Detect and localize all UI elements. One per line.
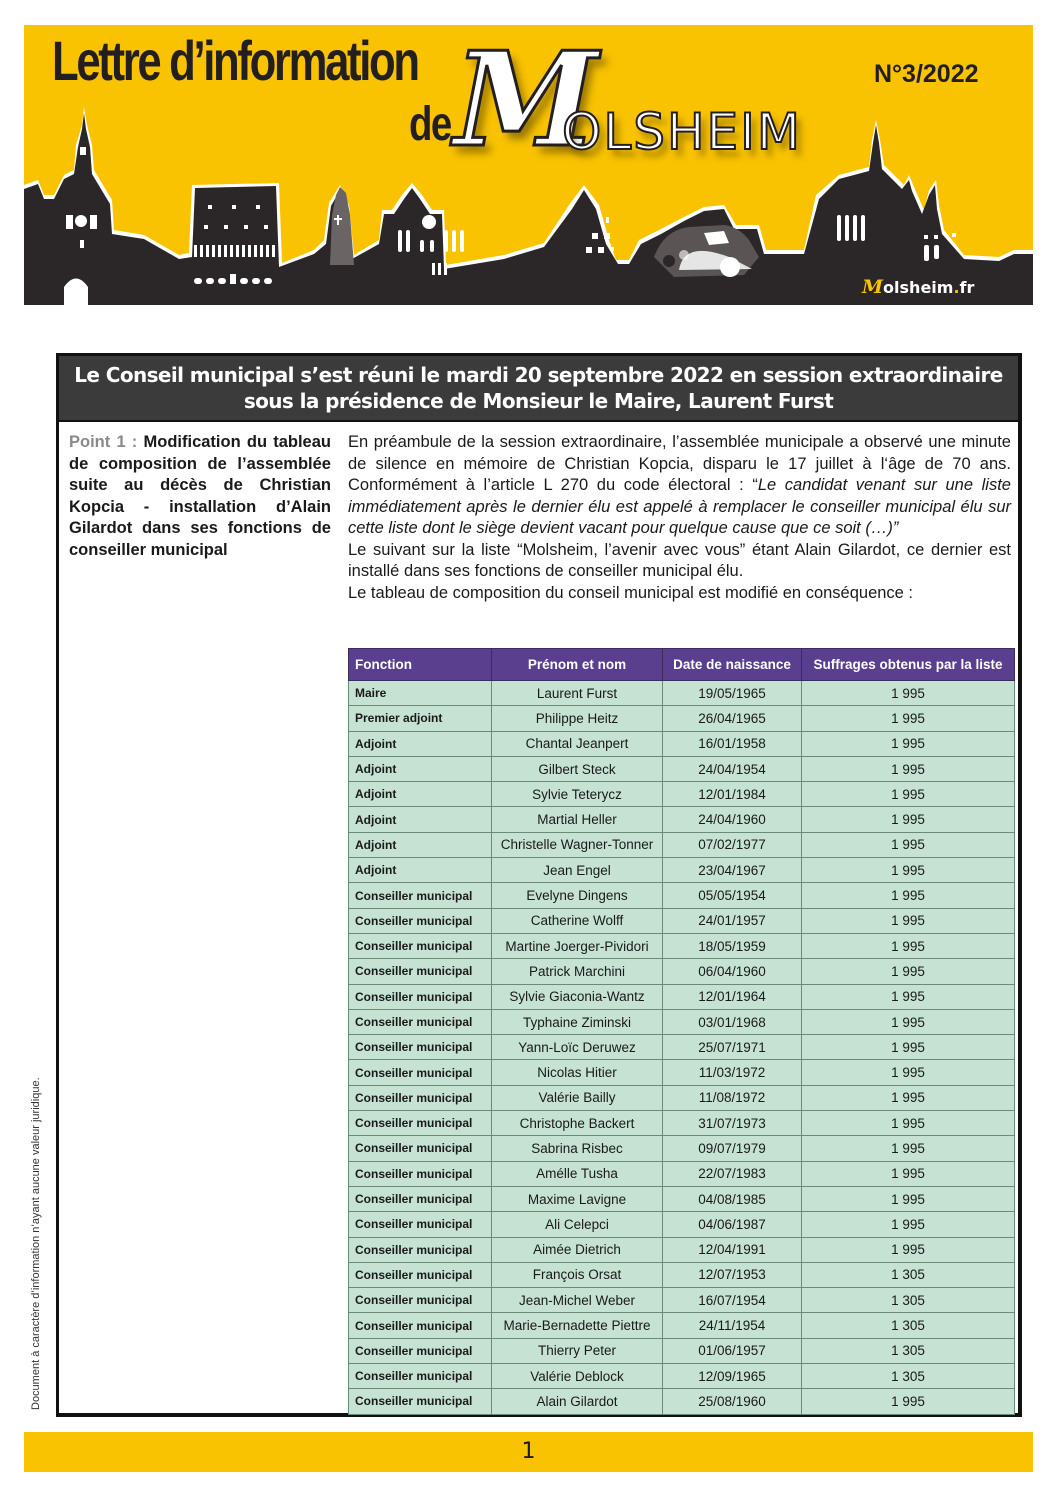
table-row bbox=[349, 1288, 1015, 1313]
headline-line-2: sous la présidence de Monsieur le Maire, Laurent Furst bbox=[243, 389, 834, 413]
paragraph-successor: Le suivant sur la liste “Molsheim, l’avenir avec vous” étant Alain Gilardot, ce dernier est installé dans ses fonctions de conseiller municipal élu. bbox=[348, 540, 1011, 580]
cell-votes: 1 995 bbox=[802, 782, 1015, 807]
cell-birthdate: 11/08/1972 bbox=[663, 1085, 802, 1110]
table-row bbox=[349, 1161, 1015, 1186]
website-logo-dot: . bbox=[953, 278, 960, 297]
cell-votes: 1 995 bbox=[802, 1111, 1015, 1136]
cell-function: Conseiller municipal bbox=[349, 984, 492, 1009]
cell-birthdate: 23/04/1967 bbox=[663, 858, 802, 883]
cell-name: Catherine Wolff bbox=[492, 908, 663, 933]
cell-function: Conseiller municipal bbox=[349, 1338, 492, 1363]
cell-function: Conseiller municipal bbox=[349, 1161, 492, 1186]
table-header-row bbox=[349, 649, 1015, 681]
cell-name: Laurent Furst bbox=[492, 681, 663, 706]
cell-votes: 1 995 bbox=[802, 858, 1015, 883]
cell-function: Conseiller municipal bbox=[349, 933, 492, 958]
headline-line-1: Le Conseil municipal s’est réuni le mardi 20 septembre 2022 en session extraordinaire bbox=[74, 363, 1003, 387]
cell-function: Conseiller municipal bbox=[349, 1237, 492, 1262]
cell-votes: 1 995 bbox=[802, 908, 1015, 933]
cell-function: Adjoint bbox=[349, 858, 492, 883]
cell-birthdate: 04/06/1987 bbox=[663, 1212, 802, 1237]
cell-name: Christelle Wagner-Tonner bbox=[492, 832, 663, 857]
cell-name: Valérie Bailly bbox=[492, 1085, 663, 1110]
cell-function: Conseiller municipal bbox=[349, 908, 492, 933]
cell-birthdate: 12/07/1953 bbox=[663, 1262, 802, 1287]
cell-votes: 1 995 bbox=[802, 706, 1015, 731]
cell-birthdate: 03/01/1968 bbox=[663, 1009, 802, 1034]
cell-birthdate: 24/04/1960 bbox=[663, 807, 802, 832]
cell-votes: 1 995 bbox=[802, 1389, 1015, 1414]
cell-votes: 1 995 bbox=[802, 1035, 1015, 1060]
table-row bbox=[349, 1009, 1015, 1034]
cell-birthdate: 18/05/1959 bbox=[663, 933, 802, 958]
cell-votes: 1 995 bbox=[802, 883, 1015, 908]
cell-function: Conseiller municipal bbox=[349, 1186, 492, 1211]
table-row bbox=[349, 1389, 1015, 1414]
cell-birthdate: 22/07/1983 bbox=[663, 1161, 802, 1186]
cell-birthdate: 16/07/1954 bbox=[663, 1288, 802, 1313]
table-row bbox=[349, 883, 1015, 908]
table-row bbox=[349, 1136, 1015, 1161]
cell-name: Ali Celepci bbox=[492, 1212, 663, 1237]
table-row bbox=[349, 1186, 1015, 1211]
cell-birthdate: 12/09/1965 bbox=[663, 1364, 802, 1389]
table-row bbox=[349, 1085, 1015, 1110]
table-row bbox=[349, 933, 1015, 958]
column-header-votes: Suffrages obtenus par la liste bbox=[802, 649, 1015, 681]
table-row bbox=[349, 706, 1015, 731]
website-logo-m: M bbox=[862, 276, 884, 298]
cell-votes: 1 995 bbox=[802, 807, 1015, 832]
cell-function: Conseiller municipal bbox=[349, 1035, 492, 1060]
cell-votes: 1 995 bbox=[802, 756, 1015, 781]
cell-function: Conseiller municipal bbox=[349, 1111, 492, 1136]
table-row bbox=[349, 1338, 1015, 1363]
table-row bbox=[349, 1237, 1015, 1262]
paragraph-preamble bbox=[348, 432, 1011, 540]
cell-votes: 1 995 bbox=[802, 933, 1015, 958]
cell-votes: 1 305 bbox=[802, 1338, 1015, 1363]
cell-name: Jean-Michel Weber bbox=[492, 1288, 663, 1313]
cell-birthdate: 04/08/1985 bbox=[663, 1186, 802, 1211]
page-number: 1 bbox=[521, 1439, 536, 1464]
cell-name: Thierry Peter bbox=[492, 1338, 663, 1363]
cell-birthdate: 24/04/1954 bbox=[663, 756, 802, 781]
cell-function: Conseiller municipal bbox=[349, 959, 492, 984]
cell-birthdate: 16/01/1958 bbox=[663, 731, 802, 756]
cell-votes: 1 305 bbox=[802, 1313, 1015, 1338]
cell-birthdate: 24/11/1954 bbox=[663, 1313, 802, 1338]
cell-function: Conseiller municipal bbox=[349, 1060, 492, 1085]
cell-name: Sabrina Risbec bbox=[492, 1136, 663, 1161]
point-description bbox=[348, 432, 1011, 604]
column-header-function: Fonction bbox=[349, 649, 492, 681]
cell-votes: 1 305 bbox=[802, 1364, 1015, 1389]
cell-votes: 1 995 bbox=[802, 1161, 1015, 1186]
cell-name: Evelyne Dingens bbox=[492, 883, 663, 908]
cell-function: Adjoint bbox=[349, 731, 492, 756]
table-row bbox=[349, 832, 1015, 857]
cell-function: Conseiller municipal bbox=[349, 1364, 492, 1389]
cell-function: Conseiller municipal bbox=[349, 1288, 492, 1313]
page-footer bbox=[24, 1432, 1033, 1472]
cell-name: Typhaine Ziminski bbox=[492, 1009, 663, 1034]
cell-birthdate: 11/03/1972 bbox=[663, 1060, 802, 1085]
cell-name: François Orsat bbox=[492, 1262, 663, 1287]
cell-votes: 1 995 bbox=[802, 681, 1015, 706]
table-row bbox=[349, 807, 1015, 832]
cell-votes: 1 995 bbox=[802, 832, 1015, 857]
cell-function: Conseiller municipal bbox=[349, 1136, 492, 1161]
table-row bbox=[349, 782, 1015, 807]
table-row bbox=[349, 1364, 1015, 1389]
cell-birthdate: 01/06/1957 bbox=[663, 1338, 802, 1363]
cell-name: Maxime Lavigne bbox=[492, 1186, 663, 1211]
cell-birthdate: 12/01/1964 bbox=[663, 984, 802, 1009]
council-report-box bbox=[56, 353, 1022, 1417]
cell-birthdate: 09/07/1979 bbox=[663, 1136, 802, 1161]
column-header-name: Prénom et nom bbox=[492, 649, 663, 681]
cell-name: Valérie Deblock bbox=[492, 1364, 663, 1389]
cell-function: Adjoint bbox=[349, 832, 492, 857]
agenda-point-label: Point 1 : bbox=[69, 433, 138, 451]
table-row bbox=[349, 908, 1015, 933]
cell-birthdate: 12/04/1991 bbox=[663, 1237, 802, 1262]
cell-votes: 1 305 bbox=[802, 1288, 1015, 1313]
cell-votes: 1 995 bbox=[802, 1060, 1015, 1085]
cell-function: Adjoint bbox=[349, 756, 492, 781]
newsletter-title: Lettre d’information bbox=[52, 29, 418, 92]
cell-name: Gilbert Steck bbox=[492, 756, 663, 781]
newsletter-title-de: de bbox=[409, 98, 451, 151]
cell-function: Conseiller municipal bbox=[349, 1389, 492, 1414]
cell-function: Conseiller municipal bbox=[349, 1313, 492, 1338]
website-logo-name: olsheim bbox=[883, 278, 954, 297]
table-row bbox=[349, 858, 1015, 883]
cell-name: Philippe Heitz bbox=[492, 706, 663, 731]
cell-function: Adjoint bbox=[349, 807, 492, 832]
cell-name: Patrick Marchini bbox=[492, 959, 663, 984]
cell-birthdate: 19/05/1965 bbox=[663, 681, 802, 706]
cell-function: Conseiller municipal bbox=[349, 1085, 492, 1110]
cell-votes: 1 305 bbox=[802, 1262, 1015, 1287]
cell-function: Maire bbox=[349, 681, 492, 706]
table-row bbox=[349, 1111, 1015, 1136]
cell-votes: 1 995 bbox=[802, 1212, 1015, 1237]
preamble-text: En préambule de la session extraordinaire, l’assemblée municipale a observé une minute de silence en mémoire de Christian Kopcia, disparu le 17 juillet à l‘âge de 70 ans. Conformément à l’article L 270 du code électoral : “ bbox=[348, 433, 1011, 494]
cell-birthdate: 31/07/1973 bbox=[663, 1111, 802, 1136]
cell-birthdate: 05/05/1954 bbox=[663, 883, 802, 908]
table-row bbox=[349, 681, 1015, 706]
cell-votes: 1 995 bbox=[802, 1136, 1015, 1161]
legal-quote: Le candidat venant sur une liste immédiatement après le dernier élu est appelé à remplacer le conseiller municipal élu sur cette liste dont le siège devient vacant pour quelque cause que ce soit (…)” bbox=[348, 476, 1011, 537]
table-row bbox=[349, 1212, 1015, 1237]
table-row bbox=[349, 959, 1015, 984]
cell-votes: 1 995 bbox=[802, 959, 1015, 984]
cell-name: Aimée Dietrich bbox=[492, 1237, 663, 1262]
cell-function: Conseiller municipal bbox=[349, 1212, 492, 1237]
column-header-birthdate: Date de naissance bbox=[663, 649, 802, 681]
cell-birthdate: 26/04/1965 bbox=[663, 706, 802, 731]
cell-name: Chantal Jeanpert bbox=[492, 731, 663, 756]
cell-name: Martial Heller bbox=[492, 807, 663, 832]
cell-birthdate: 24/01/1957 bbox=[663, 908, 802, 933]
cell-name: Nicolas Hitier bbox=[492, 1060, 663, 1085]
cell-votes: 1 995 bbox=[802, 731, 1015, 756]
cell-votes: 1 995 bbox=[802, 1085, 1015, 1110]
cell-name: Marie-Bernadette Piettre bbox=[492, 1313, 663, 1338]
table-row bbox=[349, 756, 1015, 781]
cell-birthdate: 07/02/1977 bbox=[663, 832, 802, 857]
molsheim-logo-m: M bbox=[454, 25, 598, 176]
cell-birthdate: 25/08/1960 bbox=[663, 1389, 802, 1414]
cell-votes: 1 995 bbox=[802, 1186, 1015, 1211]
cell-function: Premier adjoint bbox=[349, 706, 492, 731]
cell-name: Yann-Loïc Deruwez bbox=[492, 1035, 663, 1060]
molsheim-logo-text: OLSHEIM bbox=[562, 103, 803, 161]
paragraph-table-intro: Le tableau de composition du conseil municipal est modifié en conséquence : bbox=[348, 583, 914, 602]
cell-votes: 1 995 bbox=[802, 984, 1015, 1009]
table-row bbox=[349, 1035, 1015, 1060]
table-row bbox=[349, 1262, 1015, 1287]
cell-name: Christophe Backert bbox=[492, 1111, 663, 1136]
cell-function: Adjoint bbox=[349, 782, 492, 807]
cell-function: Conseiller municipal bbox=[349, 1262, 492, 1287]
cell-name: Sylvie Giaconia-Wantz bbox=[492, 984, 663, 1009]
council-composition-table bbox=[348, 648, 1015, 1415]
headline-banner bbox=[59, 356, 1018, 422]
legal-disclaimer: Document à caractère d’information n’ayant aucune valeur juridique. bbox=[30, 1077, 42, 1410]
table-row bbox=[349, 1313, 1015, 1338]
cell-votes: 1 995 bbox=[802, 1009, 1015, 1034]
table-row bbox=[349, 984, 1015, 1009]
agenda-point-title: Modification du tableau de composition de l’assemblée suite au décès de Christian Kopcia - installation d’Alain Gilardot dans ses fonctions de conseiller municipal bbox=[69, 433, 331, 559]
issue-number: N°3/2022 bbox=[874, 60, 979, 88]
cell-name: Alain Gilardot bbox=[492, 1389, 663, 1414]
cell-name: Amélle Tusha bbox=[492, 1161, 663, 1186]
table-row bbox=[349, 731, 1015, 756]
cell-birthdate: 12/01/1984 bbox=[663, 782, 802, 807]
cell-votes: 1 995 bbox=[802, 1237, 1015, 1262]
agenda-point bbox=[69, 432, 331, 561]
cell-function: Conseiller municipal bbox=[349, 883, 492, 908]
cell-name: Jean Engel bbox=[492, 858, 663, 883]
website-logo-tld: fr bbox=[959, 278, 975, 297]
cell-birthdate: 06/04/1960 bbox=[663, 959, 802, 984]
cell-name: Martine Joerger-Pividori bbox=[492, 933, 663, 958]
cell-birthdate: 25/07/1971 bbox=[663, 1035, 802, 1060]
cell-name: Sylvie Teterycz bbox=[492, 782, 663, 807]
website-logo[interactable] bbox=[862, 276, 974, 298]
cell-function: Conseiller municipal bbox=[349, 1009, 492, 1034]
masthead-banner bbox=[24, 25, 1033, 305]
table-row bbox=[349, 1060, 1015, 1085]
